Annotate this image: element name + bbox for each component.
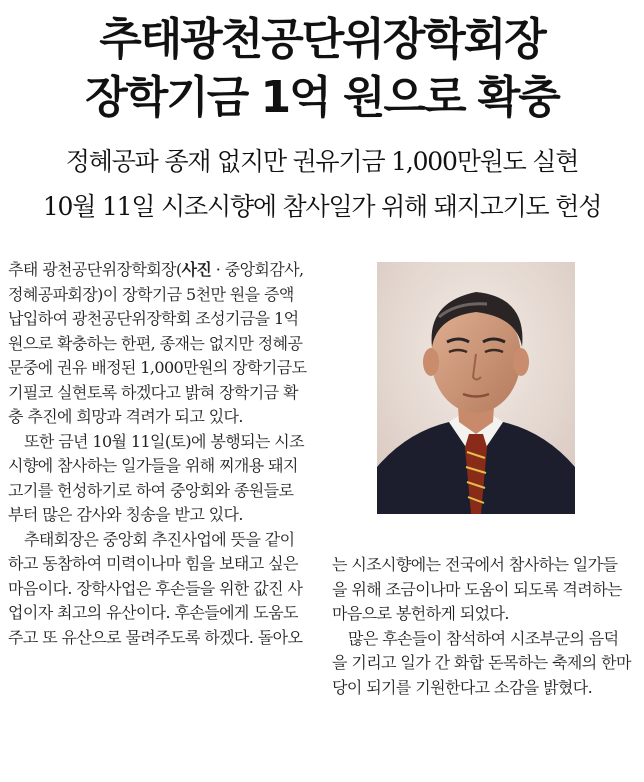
article-column-right xyxy=(332,553,632,700)
subheadline-line-2: 10월 11일 시조시향에 참사일가 위해 돼지고기도 헌성 xyxy=(42,192,602,221)
article-paragraph-3-continued: 는 시조시향에는 전국에서 참사하는 일가들을 위해 조금이나마 도움이 되도록 격려하는 마음으로 봉헌하게 되었다. xyxy=(332,555,622,623)
headline-line-2: 장학기금 1억 원으로 확충 xyxy=(85,72,559,123)
headline-line-1: 추태광천공단위장학회장 xyxy=(99,14,545,65)
p1-photo-label: 사진 xyxy=(181,260,212,279)
p1-text-after: · 중앙회감사, 정혜공파회장)이 장학기금 5천만 원을 증액 납입하여 광천공단위장학회 조성기금을 1억 원으로 확충하는 한편, 종재는 없지만 정혜공문중에 권유 배정된 1,000만원의 장학기금도 기필코 실현토록 하겠다고 밝혀 장학기금 확충 추진에 희망과 격려가 되고 있다. xyxy=(8,260,307,426)
p1-text-before: 추태 광천공단위장학회장( xyxy=(8,260,182,279)
article-column-left xyxy=(8,258,308,650)
subheadline-line-1: 정혜공파 종재 없지만 권유기금 1,000만원도 실현 xyxy=(65,147,579,176)
portrait-photo xyxy=(377,262,575,514)
article-paragraph-3: 추태회장은 중앙회 추진사업에 뜻을 같이하고 동참하여 미력이나마 힘을 보태고 싶은 마음이다. 장학사업은 후손들을 위한 값진 사업이자 최고의 유산이다. 후손들에게 도움도 주고 또 유산으로 물려주도록 하겠다. 돌아오 xyxy=(8,529,303,647)
article-paragraph-1 xyxy=(8,258,308,430)
article-paragraph-2: 또한 금년 10월 11일(토)에 봉행되는 시조시향에 참사하는 일가들을 위해 찌개용 돼지고기를 헌성하기로 하여 중앙회와 종원들로부터 많은 감사와 칭송을 받고 있다. xyxy=(8,431,305,524)
article-paragraph-4: 많은 후손들이 참석하여 시조부군의 음덕을 기리고 일가 간 화합 돈목하는 축제의 한마당이 되기를 기원한다고 소감을 밝혔다. xyxy=(332,628,631,697)
